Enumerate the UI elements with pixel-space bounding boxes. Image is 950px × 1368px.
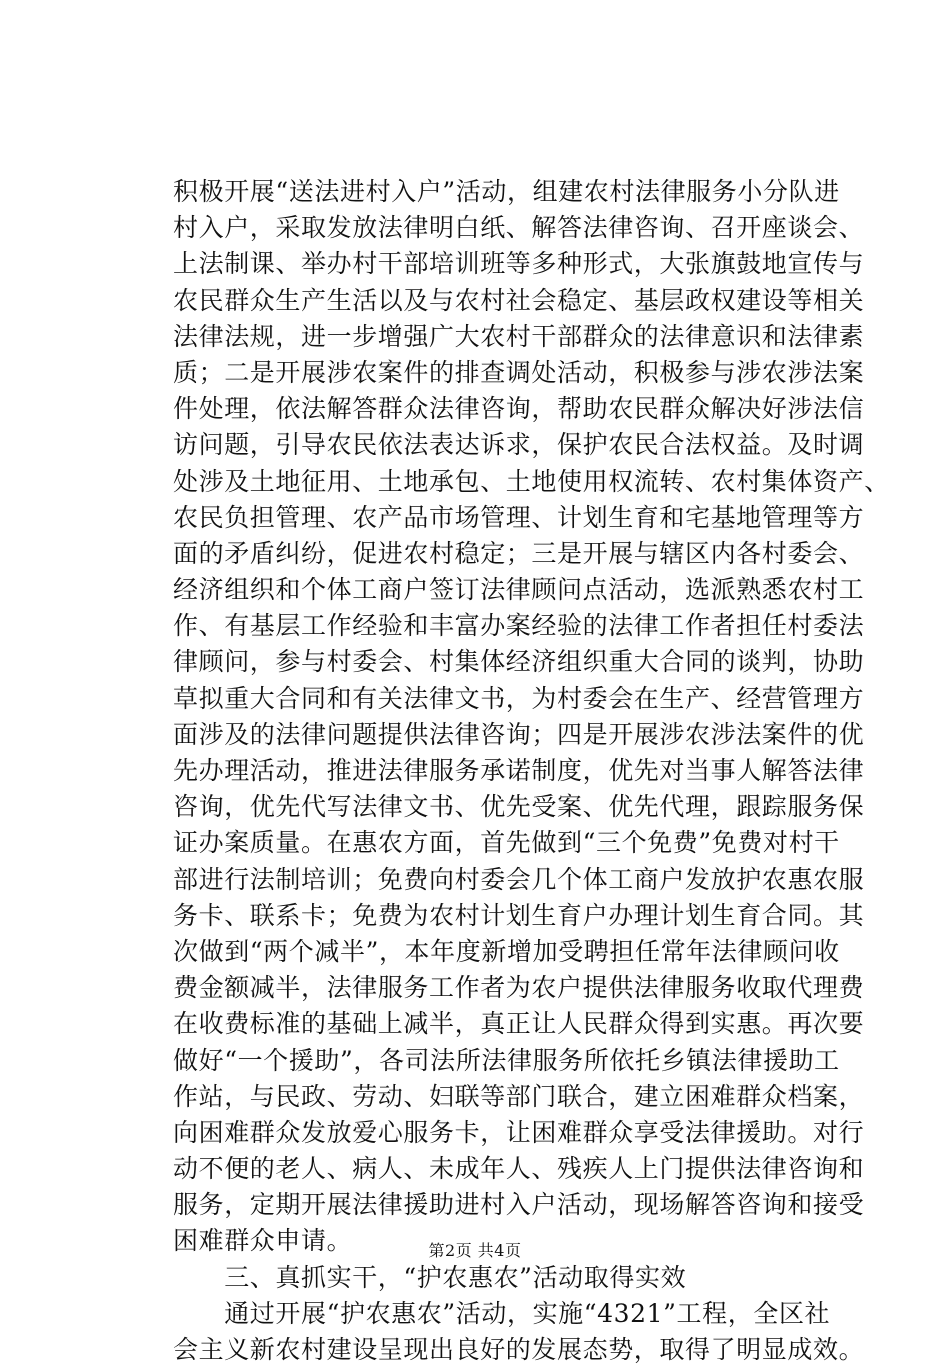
text-line: 面涉及的法律问题提供法律咨询；四是开展涉农涉法案件的优: [173, 719, 865, 749]
text-line: 草拟重大合同和有关法律文书，为村委会在生产、经营管理方: [173, 683, 865, 713]
text-line: 上法制课、举办村干部培训班等多种形式，大张旗鼓地宣传与: [173, 249, 865, 279]
text-line: 做好“一个援助”，各司法所法律服务所依托乡镇法律援助工: [173, 1045, 840, 1075]
text-line: 服务，定期开展法律援助进村入户活动，现场解答咨询和接受: [173, 1190, 865, 1220]
text-line: 证办案质量。在惠农方面，首先做到“三个免费”免费对村干: [173, 828, 840, 858]
text-line: 咨询，优先代写法律文书、优先受案、优先代理，跟踪服务保: [173, 792, 865, 822]
text-line: 次做到“两个减半”，本年度新增加受聘担任常年法律顾问收: [173, 936, 840, 966]
text-line: 作、有基层工作经验和丰富办案经验的法律工作者担任村委法: [173, 611, 865, 641]
text-line: 律顾问，参与村委会、村集体经济组织重大合同的谈判，协助: [173, 647, 865, 677]
text-line: 困难群众申请。: [173, 1226, 353, 1256]
text-line: 村入户，采取发放法律明白纸、解答法律咨询、召开座谈会、: [173, 213, 865, 243]
text-line: 访问题，引导农民依法表达诉求，保护农民合法权益。及时调: [173, 430, 865, 460]
text-line: 农民群众生产生活以及与农村社会稳定、基层政权建设等相关: [173, 285, 865, 315]
text-line: 动不便的老人、病人、未成年人、残疾人上门提供法律咨询和: [173, 1154, 865, 1184]
text-line: 质；二是开展涉农案件的排查调处活动，积极参与涉农涉法案: [173, 357, 865, 387]
text-line: 费金额减半，法律服务工作者为农户提供法律服务收取代理费: [173, 973, 865, 1003]
text-line: 向困难群众发放爱心服务卡，让困难群众享受法律援助。对行: [173, 1117, 865, 1147]
text-line: 务卡、联系卡；免费为农村计划生育户办理计划生育合同。其: [173, 900, 865, 930]
text-line: 三、真抓实干，“护农惠农”活动取得实效: [173, 1262, 687, 1292]
text-line: 会主义新农村建设呈现出良好的发展态势，取得了明显成效。: [173, 1335, 865, 1364]
text-line: 经济组织和个体工商户签订法律顾问点活动，选派熟悉农村工: [173, 575, 865, 605]
text-line: 部进行法制培训；免费向村委会几个体工商户发放护农惠农服: [173, 864, 865, 894]
text-line: 积极开展“送法进村入户”活动，组建农村法律服务小分队进: [173, 177, 840, 206]
text-line: 作站，与民政、劳动、妇联等部门联合，建立困难群众档案，: [173, 1081, 865, 1111]
text-line: 件处理，依法解答群众法律咨询，帮助农民群众解决好涉法信: [173, 394, 865, 424]
page-footer: 第2页 共4页: [428, 1241, 522, 1260]
text-line: 在收费标准的基础上减半，真正让人民群众得到实惠。再次要: [173, 1009, 865, 1039]
text-line: 法律法规，进一步增强广大农村干部群众的法律意识和法律素: [173, 321, 865, 351]
text-line: 通过开展“护农惠农”活动，实施“4321”工程，全区社: [173, 1298, 831, 1328]
text-line: 农民负担管理、农产品市场管理、计划生育和宅基地管理等方: [173, 502, 865, 532]
document-body: [173, 174, 890, 1368]
text-line: 面的矛盾纠纷，促进农村稳定；三是开展与辖区内各村委会、: [173, 538, 865, 568]
text-line: 先办理活动，推进法律服务承诺制度，优先对当事人解答法律: [173, 756, 865, 785]
text-line: 处涉及土地征用、土地承包、土地使用权流转、农村集体资产、: [173, 466, 890, 496]
